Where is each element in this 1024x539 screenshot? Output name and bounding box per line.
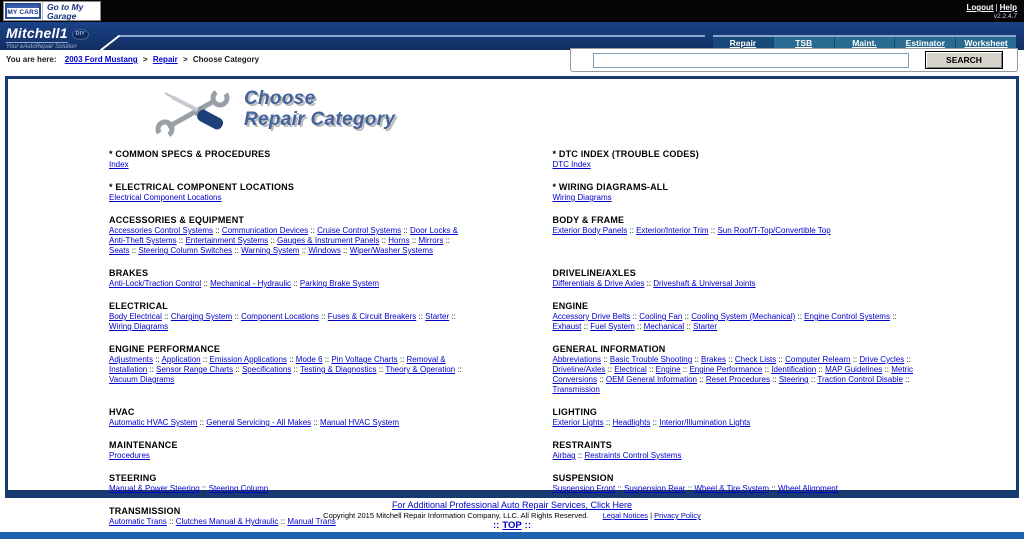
category-section (109, 473, 471, 494)
category-link[interactable]: Engine (655, 365, 681, 374)
category-link[interactable]: Wiper/Washer Systems (349, 246, 433, 255)
category-link[interactable]: Electrical (614, 365, 647, 374)
logo-tagline: Your eAutoRepair Solution (6, 44, 77, 50)
category-link[interactable]: Metric Conversions (552, 365, 913, 384)
category-links: Adjustments :: Application :: Emission Applications :: Mode 6 :: Pin Voltage Charts :: Removal & Installation :: Sensor Range Charts :: Specifications :: Testing & Diagnostics :: Theory & Operation :: Vacuum Diagrams (109, 355, 462, 384)
category-links (553, 193, 915, 203)
subheader (0, 50, 1024, 76)
category-link[interactable]: Testing & Diagnostics (300, 365, 377, 374)
category-link[interactable]: Accessory Drive Belts (552, 312, 631, 321)
category-section (553, 473, 915, 494)
category-link[interactable]: Gauges & Instrument Panels (277, 236, 380, 245)
diagonal-slash-decoration (100, 35, 120, 51)
category-heading: * WIRING DIAGRAMS-ALL (552, 182, 669, 192)
tab-worksheet[interactable]: Worksheet (955, 37, 1016, 50)
top-colon-right: :: (524, 520, 531, 531)
category-section (553, 344, 915, 395)
category-heading: RESTRAINTS (552, 440, 613, 450)
top-colon-left: :: (492, 520, 500, 531)
category-link[interactable]: Computer Relearn (785, 355, 851, 364)
category-link[interactable]: Starter (425, 312, 450, 321)
category-section (553, 301, 915, 332)
logout-link[interactable]: Logout (966, 3, 994, 12)
category-link[interactable]: Sun Roof/T-Top/Convertible Top (717, 226, 831, 235)
category-link[interactable]: Manual HVAC System (320, 418, 400, 427)
category-link[interactable]: MAP Guidelines (825, 365, 883, 374)
garage-button-label: Go to My Garage (42, 2, 100, 20)
category-heading: MAINTENANCE (109, 440, 178, 450)
breadcrumb-current: Choose Category (192, 55, 260, 64)
my-cars-plate-icon (5, 3, 41, 19)
category-link[interactable]: Pin Voltage Charts (331, 355, 398, 364)
category-link[interactable]: Suspension Rear (624, 484, 686, 493)
category-link[interactable]: Exterior/Interior Trim (636, 226, 709, 235)
category-link[interactable]: Index (109, 160, 129, 169)
category-links: Suspension Front :: Suspension Rear :: Wheel & Tire System :: Wheel Alignment (552, 484, 838, 493)
category-heading: ELECTRICAL (109, 301, 168, 311)
top-bar (0, 0, 1024, 22)
category-heading: BRAKES (109, 268, 149, 278)
category-link[interactable]: Headlights (612, 418, 651, 427)
category-section (109, 344, 471, 385)
top-bar-divider: | (995, 3, 998, 12)
category-heading: * ELECTRICAL COMPONENT LOCATIONS (109, 182, 295, 192)
category-links: Exterior Body Panels :: Exterior/Interior Trim :: Sun Roof/T-Top/Convertible Top (552, 226, 831, 235)
category-link[interactable]: Driveshaft & Universal Joints (653, 279, 756, 288)
category-links (109, 193, 471, 203)
privacy-policy-link[interactable]: Privacy Policy (654, 511, 701, 520)
category-link[interactable]: Fuel System (590, 322, 635, 331)
category-links: Anti-Lock/Traction Control :: Mechanical - Hydraulic :: Parking Brake System (109, 279, 380, 288)
category-section (553, 215, 915, 236)
my-cars-label: MY CARS (7, 9, 39, 16)
category-link[interactable]: Seats (109, 246, 130, 255)
category-section (109, 301, 471, 332)
category-grid (8, 137, 1016, 539)
category-link[interactable]: Wheel Alignment (777, 484, 838, 493)
category-link[interactable]: Airbag (552, 451, 576, 460)
category-link[interactable]: Exterior Body Panels (552, 226, 628, 235)
category-link[interactable]: Parking Brake System (299, 279, 380, 288)
category-link[interactable]: Interior/Illumination Lights (659, 418, 751, 427)
category-link[interactable]: Fuses & Circuit Breakers (327, 312, 417, 321)
tab-estimator[interactable]: Estimator (894, 37, 955, 50)
category-link[interactable]: Clutches Manual & Hydraulic (175, 517, 279, 526)
breadcrumb-separator: > (182, 55, 188, 64)
category-link[interactable]: Abbreviations (552, 355, 601, 364)
category-link[interactable]: Entertainment Systems (185, 236, 269, 245)
category-link[interactable]: Manual Trans (287, 517, 336, 526)
category-heading: SUSPENSION (552, 473, 614, 483)
category-link[interactable]: Mechanical - Hydraulic (210, 279, 291, 288)
search-panel (570, 48, 1018, 72)
header (0, 22, 1024, 50)
category-link[interactable]: Driveline/Axles (552, 365, 606, 374)
category-link[interactable]: Automatic HVAC System (109, 418, 198, 427)
category-link[interactable]: Application (161, 355, 201, 364)
header-accent-line (118, 35, 705, 37)
category-link[interactable]: Wiring Diagrams (109, 322, 169, 331)
category-links: Exterior Lights :: Headlights :: Interior/Illumination Lights (552, 418, 751, 427)
category-links: Automatic HVAC System :: General Servicing - All Makes :: Manual HVAC System (109, 418, 400, 427)
copyright-text: Copyright 2015 Mitchell Repair Information Company, LLC. All Rights Reserved. (323, 511, 589, 520)
tab-repair[interactable]: Repair (713, 37, 773, 50)
breadcrumb-vehicle-link[interactable]: 2003 Ford Mustang (64, 55, 138, 64)
category-section (109, 182, 471, 203)
category-link[interactable]: Cooling Fan (639, 312, 683, 321)
category-link[interactable]: Automatic Trans (109, 517, 167, 526)
category-section (109, 506, 471, 527)
category-link[interactable]: Mode 6 (295, 355, 323, 364)
category-links: Manual & Power Steering :: Steering Column (109, 484, 269, 493)
search-input[interactable] (593, 53, 909, 68)
category-section (109, 407, 471, 428)
category-link[interactable]: Identification (771, 365, 817, 374)
category-section (109, 268, 471, 289)
version-label: v2.2.4.7 (993, 13, 1017, 20)
category-link[interactable]: Anti-Lock/Traction Control (109, 279, 202, 288)
category-link[interactable]: Engine Control Systems (804, 312, 890, 321)
category-link[interactable]: Specifications (241, 365, 292, 374)
category-heading: ENGINE PERFORMANCE (109, 344, 221, 354)
top-label: TOP (502, 520, 522, 531)
star-prefix: * (552, 149, 559, 159)
category-link[interactable]: Wiring Diagrams (552, 193, 612, 202)
category-heading: TRANSMISSION (109, 506, 181, 516)
category-links: Differentials & Drive Axles :: Driveshaft & Universal Joints (552, 279, 756, 288)
category-link[interactable]: Mirrors (418, 236, 444, 245)
category-links: Airbag :: Restraints Control Systems (552, 451, 682, 460)
category-link[interactable]: Electrical Component Locations (109, 193, 222, 202)
breadcrumb-prefix: You are here: (6, 55, 57, 64)
title-block (8, 79, 1016, 137)
category-heading: GENERAL INFORMATION (552, 344, 666, 354)
category-link[interactable]: Differentials & Drive Axles (552, 279, 645, 288)
breadcrumb-repair-link[interactable]: Repair (152, 55, 178, 64)
search-button[interactable]: SEARCH (925, 51, 1003, 69)
category-link[interactable]: Exterior Lights (552, 418, 604, 427)
category-link[interactable]: Removal & Installation (109, 355, 446, 374)
page-title: Choose Repair Category (244, 88, 396, 130)
category-link[interactable]: Brakes (701, 355, 726, 364)
category-link[interactable]: DTC Index (552, 160, 591, 169)
category-link[interactable]: Accessories Control Systems (109, 226, 214, 235)
category-link[interactable]: Wheel & Tire System (694, 484, 770, 493)
mitchell1-logo[interactable] (6, 25, 89, 50)
category-section (553, 440, 915, 461)
category-link[interactable]: Emission Applications (209, 355, 287, 364)
crossed-tools-icon (154, 85, 238, 137)
category-link[interactable]: Communication Devices (221, 226, 309, 235)
tab-tsb[interactable]: TSB (773, 37, 834, 50)
category-link[interactable]: Door Locks & Anti-Theft Systems (109, 226, 459, 245)
category-links (109, 451, 471, 461)
category-link[interactable]: Windows (308, 246, 341, 255)
category-link[interactable]: Exhaust (552, 322, 582, 331)
category-link[interactable]: Reset Procedures (705, 375, 770, 384)
category-links: Abbreviations :: Basic Trouble Shooting :: Brakes :: Check Lists :: Computer Relearn :: Drive Cycles :: Driveline/Axles :: Electrical :: Engine :: Engine Performance :: Identification :: MAP Guidelines :: Metric Conversions :: OEM General Information :: Reset Procedures :: Steering :: Traction Control Disable :: Transmission (552, 355, 913, 394)
category-link[interactable]: Procedures (109, 451, 150, 460)
category-link[interactable]: Steering (778, 375, 809, 384)
category-link[interactable]: Theory & Operation (385, 365, 456, 374)
category-link[interactable]: Body Electrical (109, 312, 162, 321)
category-links (553, 160, 915, 170)
breadcrumb-separator: > (142, 55, 148, 64)
logo-text: Mitchell1 (6, 25, 68, 41)
category-links (109, 160, 471, 170)
category-link[interactable]: Steering Column (208, 484, 269, 493)
category-heading: BODY & FRAME (552, 215, 625, 225)
category-links: Accessory Drive Belts :: Cooling Fan :: Cooling System (Mechanical) :: Engine Control Systems :: Exhaust :: Fuel System :: Mechanical :: Starter (552, 312, 897, 331)
category-links: Accessories Control Systems :: Communication Devices :: Cruise Control Systems :: Door Locks & Anti-Theft Systems :: Entertainment Systems :: Gauges & Instrument Panels :: Horns :: Mirrors :: Seats :: Steering Column Switches :: Warning System :: Windows :: Wiper/Washer Systems (109, 226, 459, 255)
category-link[interactable]: Check Lists (734, 355, 777, 364)
category-link[interactable]: Charging System (170, 312, 233, 321)
category-heading: ENGINE (552, 301, 589, 311)
category-section (109, 440, 471, 461)
top-bar-right (966, 3, 1017, 20)
category-link[interactable]: General Servicing - All Makes (206, 418, 312, 427)
category-link[interactable]: Horns (388, 236, 410, 245)
help-link[interactable]: Help (999, 3, 1017, 12)
category-section (553, 268, 915, 289)
category-section (553, 149, 915, 170)
category-link[interactable]: Vacuum Diagrams (109, 375, 175, 384)
diy-badge-icon: DIY (72, 29, 89, 40)
category-link[interactable]: Sensor Range Charts (156, 365, 234, 374)
star-prefix: * (109, 182, 116, 192)
category-link[interactable]: Cooling System (Mechanical) (691, 312, 796, 321)
category-heading: HVAC (109, 407, 135, 417)
category-section (109, 215, 471, 256)
category-link[interactable]: Component Locations (241, 312, 319, 321)
category-heading: LIGHTING (552, 407, 598, 417)
category-link[interactable]: Cruise Control Systems (317, 226, 402, 235)
category-links: Body Electrical :: Charging System :: Component Locations :: Fuses & Circuit Breakers :: Starter :: Wiring Diagrams (109, 312, 456, 331)
category-section (553, 407, 915, 428)
category-heading: ACCESSORIES & EQUIPMENT (109, 215, 245, 225)
category-section (553, 182, 915, 203)
category-link[interactable]: Drive Cycles (859, 355, 905, 364)
category-link[interactable]: Basic Trouble Shooting (609, 355, 693, 364)
category-link[interactable]: OEM General Information (605, 375, 698, 384)
category-heading: * DTC INDEX (TROUBLE CODES) (552, 149, 699, 159)
legal-notices-link[interactable]: Legal Notices (602, 511, 649, 520)
category-link[interactable]: Starter (693, 322, 718, 331)
category-link[interactable]: Steering Column Switches (138, 246, 233, 255)
additional-services-link[interactable]: For Additional Professional Auto Repair Services, Click Here (391, 500, 633, 510)
category-link[interactable]: Warning System (241, 246, 300, 255)
category-links: Automatic Trans :: Clutches Manual & Hydraulic :: Manual Trans (109, 517, 336, 526)
category-heading: DRIVELINE/AXLES (552, 268, 637, 278)
category-link[interactable]: Engine Performance (689, 365, 763, 374)
category-heading: STEERING (109, 473, 157, 483)
star-prefix: * (109, 149, 116, 159)
category-section (109, 149, 471, 170)
footer-pipe: | (650, 511, 653, 520)
category-link[interactable]: Transmission (552, 385, 600, 394)
category-link[interactable]: Restraints Control Systems (584, 451, 682, 460)
tab-maint[interactable]: Maint. (834, 37, 895, 50)
category-link[interactable]: Mechanical (643, 322, 685, 331)
category-link[interactable]: Suspension Front (552, 484, 616, 493)
star-prefix: * (552, 182, 559, 192)
go-to-my-garage-button[interactable] (3, 1, 101, 21)
category-link[interactable]: Adjustments (109, 355, 154, 364)
category-link[interactable]: Manual & Power Steering (109, 484, 200, 493)
category-heading: * COMMON SPECS & PROCEDURES (109, 149, 271, 159)
category-link[interactable]: Traction Control Disable (817, 375, 903, 384)
